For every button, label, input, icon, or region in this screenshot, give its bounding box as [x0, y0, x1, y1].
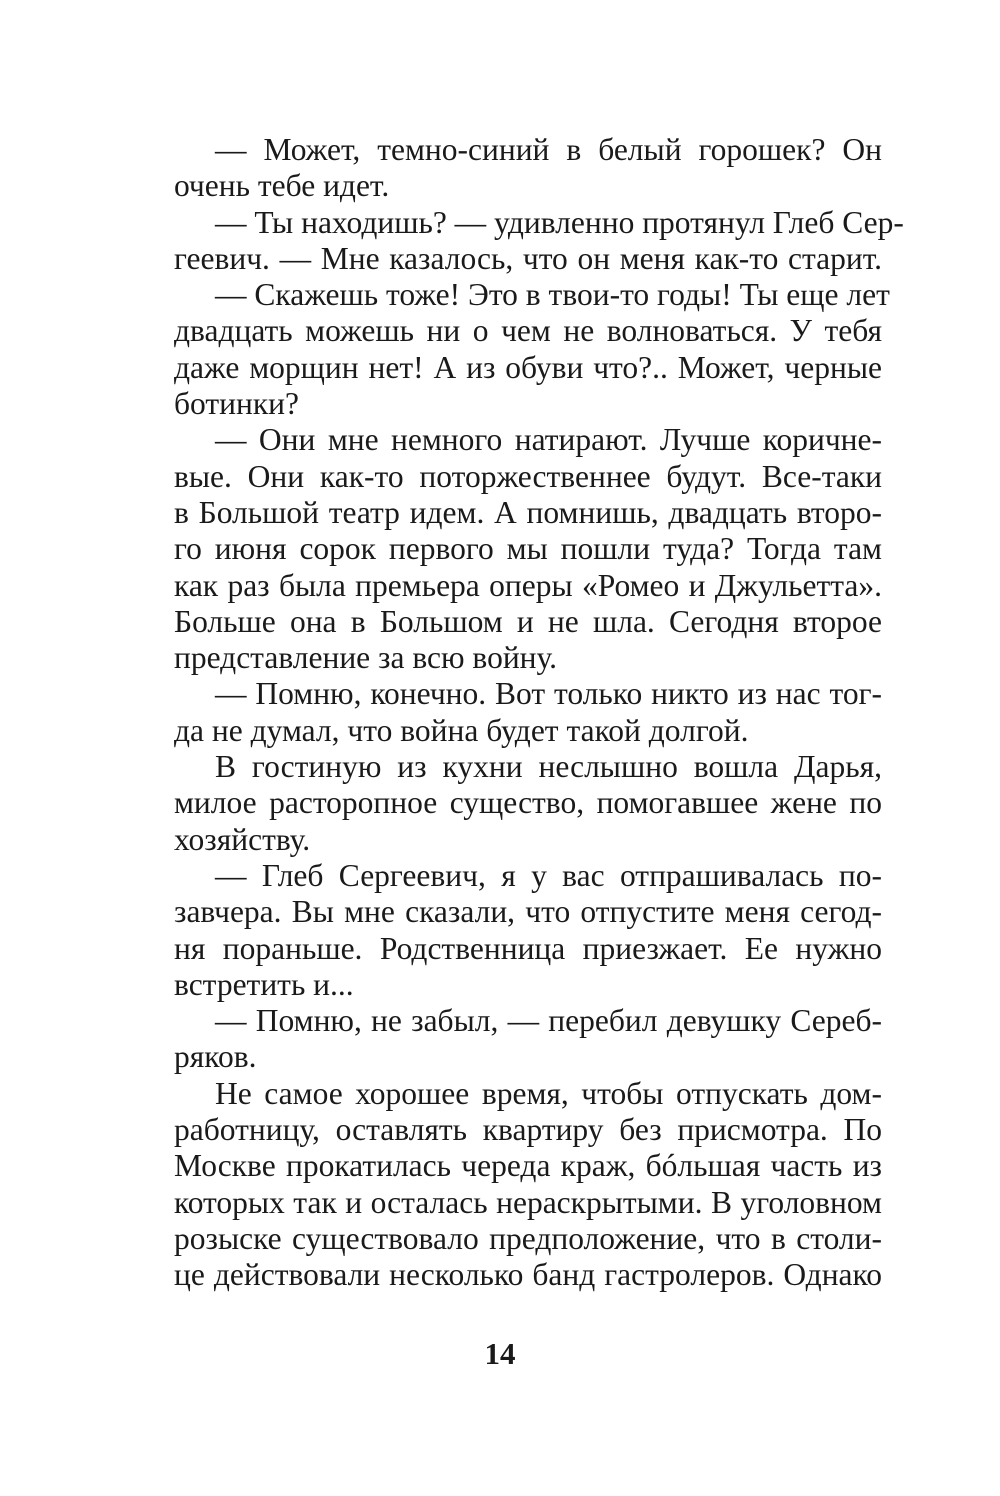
- text-line: — Может, темно-синий в белый горошек? Он: [215, 132, 882, 167]
- text-line: двадцать можешь ни о чем не волноваться. У тебя: [174, 313, 882, 349]
- text-line: завчера. Вы мне сказали, что отпустите меня сегод-: [174, 894, 882, 930]
- text-line: представление за всю войну.: [174, 640, 558, 676]
- text-line: даже морщин нет! А из обуви что?.. Может, черные: [174, 349, 882, 385]
- text-line: — Скажешь тоже! Это в твои-то годы! Ты еще лет: [215, 277, 890, 313]
- text-line: да не думал, что война будет такой долгой.: [174, 712, 749, 748]
- text-line: розыске существовало предположение, что в столи-: [174, 1220, 882, 1256]
- text-line: очень тебе идет.: [174, 168, 390, 204]
- text-line: вые. Они как-то поторжественнее будут. Все-таки: [174, 458, 882, 494]
- text-line: Москве прокатилась череда краж, бóльшая часть из: [174, 1148, 882, 1184]
- text-line: В гостиную из кухни неслышно вошла Дарья,: [215, 749, 882, 785]
- text-line: ня пораньше. Родственница приезжает. Ее нужно: [174, 930, 882, 966]
- text-line: работницу, оставлять квартиру без присмотра. По: [174, 1112, 882, 1148]
- text-line: — Помню, не забыл, — перебил девушку Сереб-: [215, 1003, 882, 1039]
- text-line: — Они мне немного натирают. Лучше коричне-: [215, 422, 882, 458]
- page-number: 14: [484, 1336, 516, 1371]
- text-line: — Помню, конечно. Вот только никто из нас тог-: [215, 676, 882, 712]
- text-line: хозяйству.: [174, 821, 311, 857]
- text-line: Не самое хорошее время, чтобы отпускать дом-: [215, 1075, 882, 1111]
- text-line: ряков.: [174, 1039, 257, 1075]
- text-line: ботинки?: [174, 386, 299, 422]
- text-line: це действовали несколько банд гастролеров. Однако: [174, 1257, 882, 1293]
- text-line: как раз была премьера оперы «Ромео и Джульетта».: [174, 567, 882, 603]
- text-line: милое расторопное существо, помогавшее жене по: [174, 785, 882, 821]
- text-line: встретить и...: [174, 966, 354, 1002]
- text-line: в Большой театр идем. А помнишь, двадцать второ-: [174, 494, 882, 530]
- text-line: — Ты находишь? — удивленно протянул Глеб Сер-: [215, 204, 904, 240]
- text-line: геевич. — Мне казалось, что он меня как-то старит.: [174, 240, 882, 276]
- text-line: которых так и осталась нераскрытыми. В уголовном: [174, 1184, 882, 1220]
- book-page-text: [174, 132, 904, 1294]
- text-line: — Глеб Сергеевич, я у вас отпрашивалась по-: [215, 857, 882, 893]
- text-line: го июня сорок первого мы пошли туда? Тогда там: [174, 531, 882, 567]
- text-line: Больше она в Большом и не шла. Сегодня второе: [174, 603, 882, 639]
